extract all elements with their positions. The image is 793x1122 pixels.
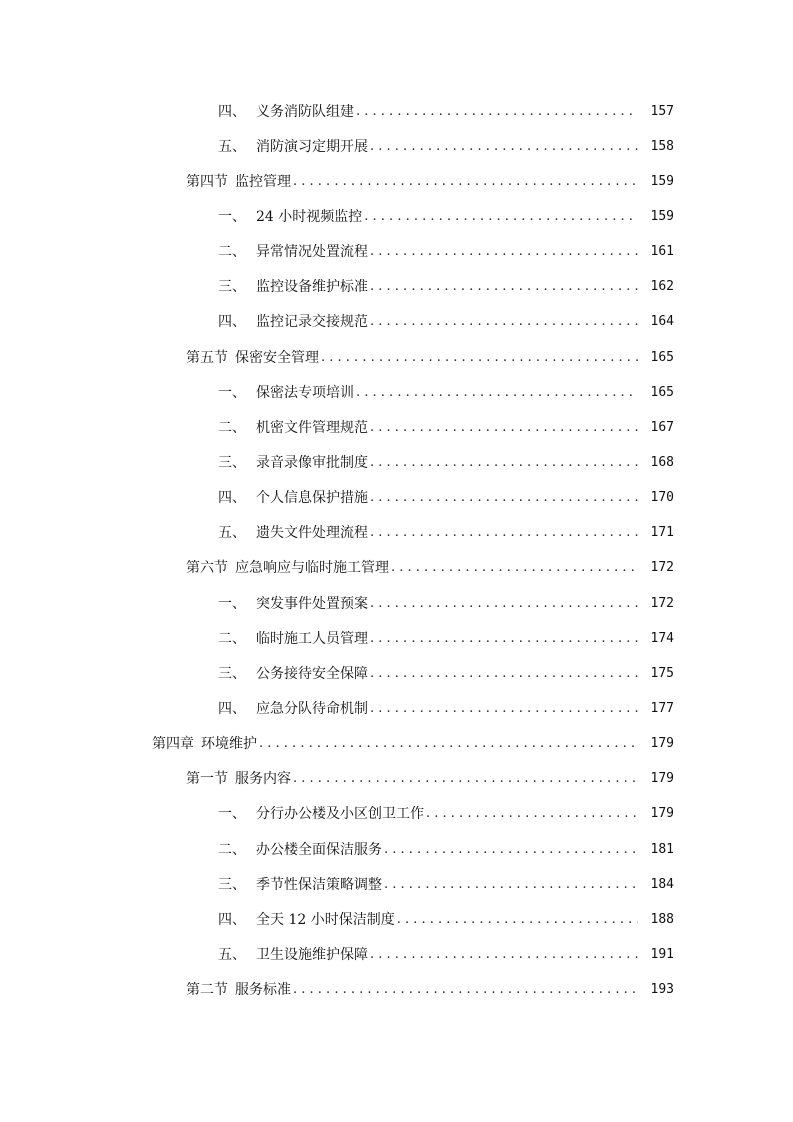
toc-entry-page: 164 — [650, 314, 674, 330]
toc-entry-number: 四、 — [218, 103, 246, 120]
toc-entry-title: 机密文件管理规范 — [256, 419, 368, 436]
toc-entry-title: 录音录像审批制度 — [256, 454, 368, 471]
toc-entry-page: 167 — [650, 419, 674, 435]
toc-entry-title: 突发事件处置预案 — [256, 595, 368, 612]
toc-entry-number: 四、 — [218, 490, 246, 507]
toc-entry-number: 五、 — [218, 525, 246, 542]
toc-dot-leader — [370, 489, 638, 507]
toc-entry-title: 24 小时视频监控 — [256, 208, 363, 225]
toc-entry-number: 三、 — [218, 665, 246, 682]
toc-entry[interactable] — [0, 340, 793, 375]
toc-entry-number: 第五节 — [186, 349, 228, 366]
toc-entry[interactable] — [0, 551, 793, 586]
toc-entry-title: 监控管理 — [235, 173, 291, 190]
toc-entry-title: 监控记录交接规范 — [256, 314, 368, 331]
toc-dot-leader — [370, 700, 638, 718]
toc-entry[interactable] — [0, 691, 793, 726]
toc-dot-leader — [370, 946, 638, 964]
toc-entry-number: 一、 — [218, 806, 246, 823]
toc-entry[interactable] — [0, 199, 793, 234]
toc-entry-number: 一、 — [218, 595, 246, 612]
toc-entry-number: 第二节 — [186, 982, 228, 999]
toc-dot-leader — [384, 876, 638, 894]
toc-entry-title: 应急响应与临时施工管理 — [235, 560, 389, 577]
toc-dot-leader — [370, 278, 638, 296]
toc-entry-page: 158 — [650, 138, 674, 154]
toc-entry-title: 全天 12 小时保洁制度 — [256, 911, 395, 928]
toc-entry[interactable] — [0, 305, 793, 340]
toc-entry-page: 157 — [650, 103, 674, 119]
toc-dot-leader — [370, 454, 638, 472]
toc-entry-number: 第四章 — [152, 736, 194, 753]
toc-entry-page: 184 — [650, 876, 674, 892]
toc-dot-leader — [370, 243, 638, 261]
toc-entry-page: 172 — [650, 595, 674, 611]
toc-entry-page: 165 — [650, 349, 674, 365]
toc-dot-leader — [370, 138, 638, 156]
toc-entry[interactable] — [0, 832, 793, 867]
toc-entry[interactable] — [0, 516, 793, 551]
toc-entry-title: 消防演习定期开展 — [256, 138, 368, 155]
toc-dot-leader — [259, 735, 638, 753]
toc-entry-page: 175 — [650, 665, 674, 681]
toc-entry-number: 第一节 — [186, 771, 228, 788]
toc-entry-title: 服务标准 — [235, 982, 291, 999]
toc-entry-page: 170 — [650, 490, 674, 506]
toc-dot-leader — [370, 665, 638, 683]
toc-entry-number: 三、 — [218, 279, 246, 296]
toc-entry[interactable] — [0, 937, 793, 972]
toc-entry-title: 办公楼全面保洁服务 — [256, 841, 382, 858]
toc-dot-leader — [370, 595, 638, 613]
toc-entry-title: 应急分队待命机制 — [256, 700, 368, 717]
toc-entry-number: 四、 — [218, 911, 246, 928]
toc-entry-page: 171 — [650, 525, 674, 541]
toc-entry-title: 异常情况处置流程 — [256, 244, 368, 261]
toc-entry-title: 环境维护 — [201, 736, 257, 753]
toc-entry-number: 四、 — [218, 700, 246, 717]
toc-entry-page: 174 — [650, 630, 674, 646]
toc-dot-leader — [364, 208, 638, 226]
toc-entry-number: 五、 — [218, 946, 246, 963]
toc-entry-page: 188 — [650, 911, 674, 927]
toc-entry-number: 二、 — [218, 841, 246, 858]
toc-entry-page: 179 — [650, 771, 674, 787]
toc-dot-leader — [321, 349, 638, 367]
toc-entry-number: 一、 — [218, 384, 246, 401]
toc-entry-title: 保密安全管理 — [235, 349, 319, 366]
toc-entry[interactable] — [0, 164, 793, 199]
toc-entry-number: 四、 — [218, 314, 246, 331]
toc-entry[interactable] — [0, 797, 793, 832]
toc-dot-leader — [370, 630, 638, 648]
toc-entry-page: 177 — [650, 700, 674, 716]
toc-entry-number: 第六节 — [186, 560, 228, 577]
toc-entry-title: 分行办公楼及小区创卫工作 — [256, 806, 424, 823]
toc-entry-title: 卫生设施维护保障 — [256, 946, 368, 963]
table-of-contents — [0, 94, 793, 1008]
toc-entry[interactable] — [0, 481, 793, 516]
toc-entry-title: 季节性保洁策略调整 — [256, 876, 382, 893]
toc-dot-leader — [391, 559, 638, 577]
toc-entry-number: 第四节 — [186, 173, 228, 190]
toc-dot-leader — [426, 805, 638, 823]
toc-entry[interactable] — [0, 235, 793, 270]
toc-entry[interactable] — [0, 270, 793, 305]
toc-dot-leader — [397, 911, 638, 929]
toc-entry[interactable] — [0, 410, 793, 445]
toc-dot-leader — [293, 173, 638, 191]
toc-entry-page: 159 — [650, 208, 674, 224]
toc-entry[interactable] — [0, 445, 793, 480]
toc-entry-page: 179 — [650, 736, 674, 752]
toc-dot-leader — [370, 419, 638, 437]
toc-entry-title: 临时施工人员管理 — [256, 630, 368, 647]
toc-entry-page: 172 — [650, 560, 674, 576]
toc-dot-leader — [370, 313, 638, 331]
toc-entry[interactable] — [0, 375, 793, 410]
toc-entry[interactable] — [0, 867, 793, 902]
toc-entry[interactable] — [0, 902, 793, 937]
toc-entry[interactable] — [0, 94, 793, 129]
toc-dot-leader — [293, 770, 638, 788]
toc-entry[interactable] — [0, 762, 793, 797]
toc-entry-page: 191 — [650, 946, 674, 962]
toc-entry-number: 二、 — [218, 244, 246, 261]
toc-entry-page: 193 — [650, 982, 674, 998]
toc-entry-page: 159 — [650, 173, 674, 189]
toc-entry-number: 二、 — [218, 419, 246, 436]
toc-entry-page: 165 — [650, 384, 674, 400]
toc-entry[interactable] — [0, 727, 793, 762]
toc-entry-number: 一、 — [218, 208, 246, 225]
toc-entry-title: 义务消防队组建 — [256, 103, 354, 120]
toc-entry[interactable] — [0, 586, 793, 621]
toc-dot-leader — [293, 981, 638, 999]
toc-entry[interactable] — [0, 129, 793, 164]
toc-entry-title: 公务接待安全保障 — [256, 665, 368, 682]
toc-entry-page: 161 — [650, 244, 674, 260]
toc-entry-page: 181 — [650, 841, 674, 857]
toc-entry-title: 遗失文件处理流程 — [256, 525, 368, 542]
toc-entry-number: 三、 — [218, 876, 246, 893]
toc-entry-number: 三、 — [218, 454, 246, 471]
toc-entry-title: 个人信息保护措施 — [256, 490, 368, 507]
toc-entry-page: 162 — [650, 279, 674, 295]
toc-entry-title: 监控设备维护标准 — [256, 279, 368, 296]
toc-dot-leader — [384, 841, 638, 859]
toc-dot-leader — [356, 384, 638, 402]
toc-dot-leader — [370, 524, 638, 542]
toc-entry-title: 服务内容 — [235, 771, 291, 788]
toc-entry-number: 二、 — [218, 630, 246, 647]
toc-entry-title: 保密法专项培训 — [256, 384, 354, 401]
toc-entry-number: 五、 — [218, 138, 246, 155]
toc-entry-page: 179 — [650, 806, 674, 822]
toc-dot-leader — [356, 103, 638, 121]
toc-entry[interactable] — [0, 656, 793, 691]
toc-entry[interactable] — [0, 973, 793, 1008]
toc-entry-page: 168 — [650, 454, 674, 470]
toc-entry[interactable] — [0, 621, 793, 656]
